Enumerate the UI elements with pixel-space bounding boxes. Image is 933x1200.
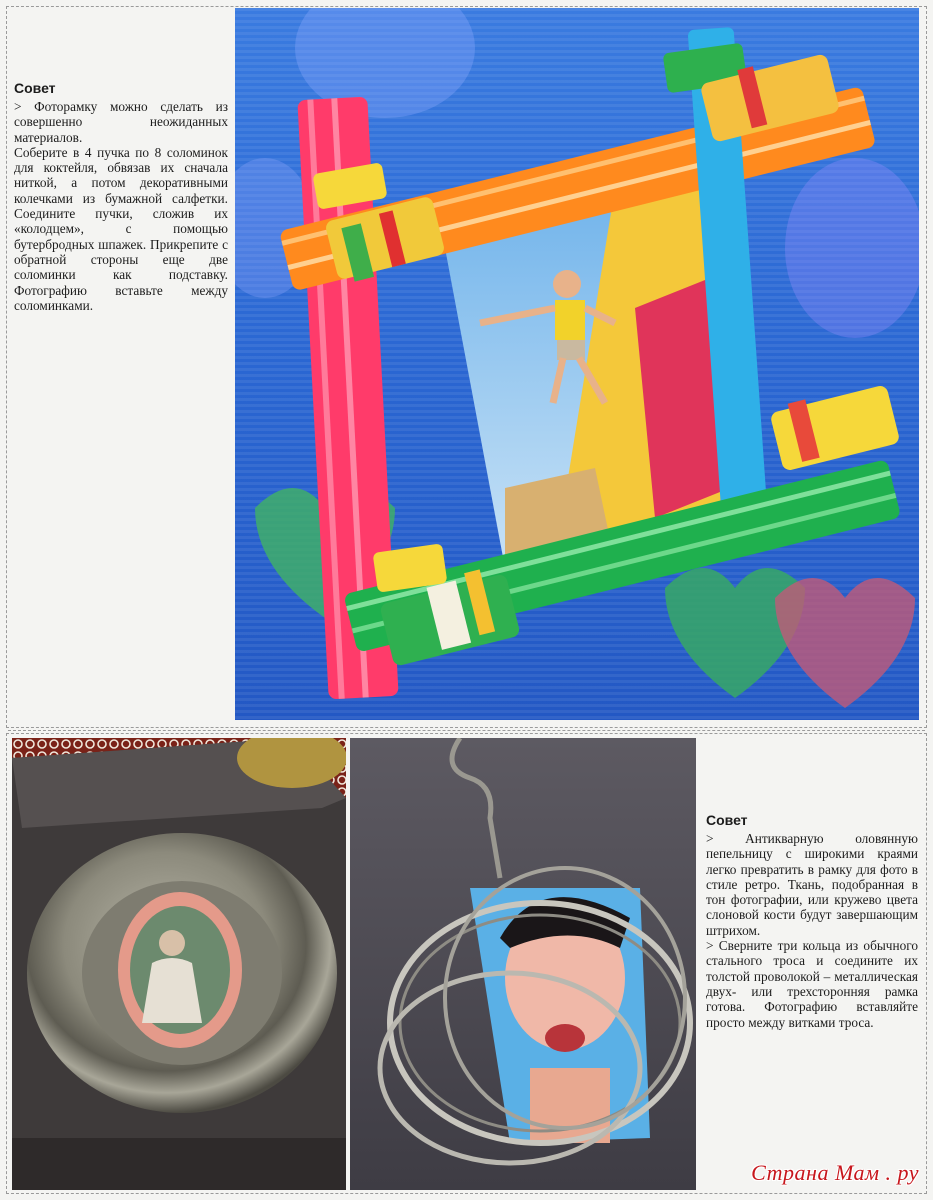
tip-bottom-paragraph-1: > Антикварную оловянную пепельницу с широкими краями легко превратить в рамку для фото в стиле ретро. Ткань, подобранная в тон фотографии, или кружево цвета слоновой кости будут завершающим штрихом. [706, 831, 918, 938]
tip-bottom-paragraph-2: > Сверните три кольца из обычного стального троса и соедините их толстой проволокой – металлическая двух- или трехсторонняя рамка готова. Фотографию вставляйте просто между витками троса. [706, 938, 918, 1030]
tip-bottom [706, 812, 918, 1030]
site-watermark: Страна Мам . ру [751, 1160, 919, 1185]
wire-frame-photo [350, 738, 696, 1190]
tip-top-paragraph-1: > Фоторамку можно сделать из совершенно неожиданных материалов. [14, 99, 228, 145]
pewter-ashtray-photo [12, 738, 346, 1190]
tip-top-title: Совет [14, 80, 56, 96]
tip-top-paragraph-2: Соберите в 4 пучка по 8 соломинок для коктейля, обвязав их сначала ниткой, а потом декоративными колечками из бумажной салфетки. Соедините пучки, сложив их «колодцем», с помощью бутербродных шпажек. Прикрепите с обратной стороны еще две соломинки как подставку. Фотографию вставьте между соломинками. [14, 144, 228, 313]
tip-bottom-title: Совет [706, 812, 748, 828]
straw-frame-photo [235, 8, 919, 720]
tip-top [14, 80, 228, 313]
section-divider [8, 730, 925, 731]
